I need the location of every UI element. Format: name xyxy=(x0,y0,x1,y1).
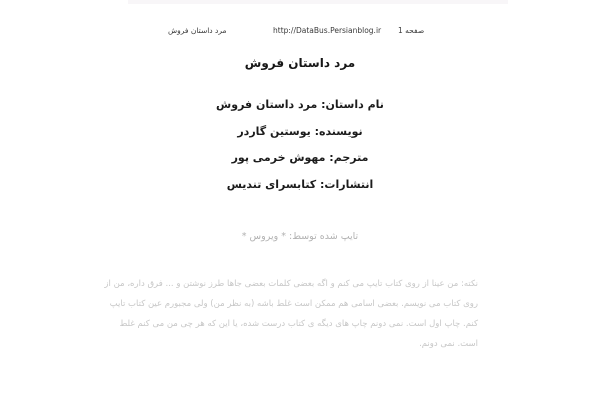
note-line-4: است. نمی دونم. xyxy=(419,339,478,349)
header-page-number: صفحه 1 xyxy=(398,26,425,35)
meta-publisher: انتشارات: کتابسرای تندیس xyxy=(226,178,374,191)
note-line-2: روی کتاب می نویسم. بعضی اسامی هم ممکن است غلط باشه (به نظر من) ولی مجبورم عین کتاب تایپ xyxy=(109,299,478,309)
note-line-1: نکته: من عینا از روی کتاب تایپ می کنم و اگه بعضی کلمات بعضی جاها طرز نوشتن و ... فرق داره، من از xyxy=(104,279,478,289)
typed-by-credit: تایپ شده توسط: * ویروس * xyxy=(241,231,359,242)
meta-story-name: نام داستان: مرد داستان فروش xyxy=(216,98,384,111)
top-edge-strip xyxy=(128,0,508,4)
meta-translator: مترجم: مهوش خرمی پور xyxy=(231,151,369,164)
page-title: مرد داستان فروش xyxy=(244,56,356,70)
note-line-3: کنم. چاپ اول است. نمی دونم چاپ های دیگه ی کتاب درست شده، یا این که هر چی من می کنم غلط xyxy=(119,319,478,329)
meta-author: نویسنده: یوستین گاردر xyxy=(237,125,363,138)
header-url: http://DataBus.Persianblog.ir xyxy=(273,26,382,35)
header-book-title: مرد داستان فروش xyxy=(168,26,227,35)
typist-note xyxy=(104,274,478,354)
